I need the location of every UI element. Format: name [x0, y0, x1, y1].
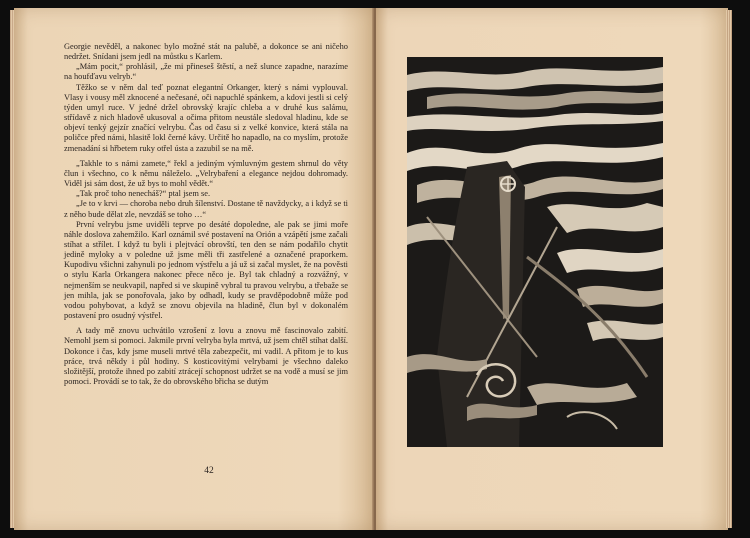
- paragraph: Georgie nevěděl, a nakonec bylo možné stát na palubě, a dokonce se ani ničeho nedržet. Snídani jsem jedl na můstku s Karlem.: [64, 42, 348, 62]
- paragraph: „Mám pocit,“ prohlásil, „že mi přineseš štěstí, a než slunce zapadne, narazíme na houfďavu velryb.“: [64, 62, 348, 82]
- paragraph: „Tak proč toho nenecháš?“ ptal jsem se.: [76, 189, 211, 199]
- paragraph: A tady mě znovu uchvátilo vzrošení z lovu a znovu mě fascinovalo zabití. Nemohl jsem si pomoci. Jakmile první velryba byla mrtvá, už jsem chtěl stíhat další. Dokonce i čas, kdy jsme museli mrtvé těla zabezpečit, mi vadil. A přitom je to kus práce, trvá někdy i půl hodiny. S kosticovitými velrybami je všechno daleko složitější, protože ihned po zabití ztrácejí schopnost udržet se na vodě a musí se jim pomoci. Provádí se to tak, že do obrovského břicha se dutým: [64, 326, 348, 386]
- paragraph: Těžko se v něm dal teď poznat elegantní Orkanger, který s námi vyplouval. Vlasy i vousy měl zknocené a nečesané, oči napuchlé spánkem, a kdovi jestli si celý týden umyl ruce. V jedné držel obrovský krajíc chleba a v druhé kus salámu, střídavě z nich hladově ukusoval a očima přitom neustále sledoval hladinu, kde se objeví tenký gejzír značící velrybu. Čas od času si z velké konvice, která stála na poličce před námi, hlasitě lokl černé kávy. Určitě ho napadlo, na co myslím, protože zmenadání si hřbetem ruky otřel ústa a zazubil se na mě.: [64, 82, 348, 153]
- page-number: 42: [204, 466, 214, 476]
- left-page-text: [64, 42, 348, 387]
- paragraph: První velrybu jsme uviděli teprve po desáté dopoledne, ale pak se jimi moře náhle doslova zahemžilo. Karl oznámil své postavení na Orión a vzápětí jsme začali stíhat a střílet. I když tu byli i plejtvácí obrovští, ten den se nám podařilo chytit jedině myloky a v poledne už jsme měli tři zastřelené a označené praporkem. Kupodivu všichni zahynuli po jednom výstřelu a já už si začal myslet, že na pověsti o stylu Karla Orkangera nakonec přece něco je. Byl tak chladný a rozvážný, v nejmenším se neukvapil, napřed si ve skupině vybral tu pravou velrybu, a třebaže se jen mihla, jak se ponořovala, jako by odhadl, kudy se pravděpodobně může pod vodou pohybovat, a když se znovu objevila na hladině, člun byl v dokonalém postavení pro osudný výstřel.: [64, 219, 348, 321]
- paragraph: „Je to v krvi — choroba nebo druh šílenství. Dostane tě navždycky, a i když se ti z něho bude dělat zle, nevzdáš se toho …“: [64, 199, 348, 219]
- paragraph: „Takhle to s námi zamete,“ řekl a jediným výmluvným gestem shrnul do věty člun i všechno, co k němu náleželo. „Velrybaření a elegance nejdou dohromady. Viděl jsi sám dost, že už bys to mohl vědět.“: [64, 158, 348, 189]
- page-edge-right: [726, 10, 732, 528]
- woodcut-illustration: [407, 57, 663, 447]
- woodcut-illustration-art: [407, 57, 663, 447]
